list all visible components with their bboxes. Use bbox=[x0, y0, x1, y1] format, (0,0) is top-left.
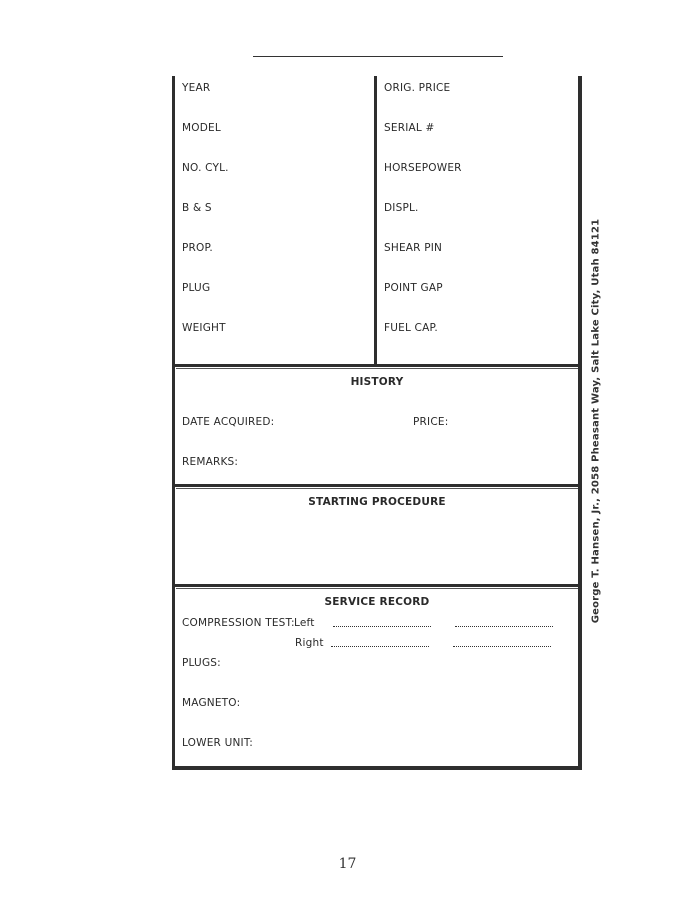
outboard-record-form bbox=[172, 76, 583, 770]
spec-label-point-gap: POINT GAP bbox=[384, 282, 443, 294]
compression-right-label: Right bbox=[295, 637, 324, 649]
compression-right-blank-2 bbox=[453, 646, 551, 647]
spec-label-horsepower: HORSEPOWER bbox=[384, 162, 462, 174]
compression-left-blank-1 bbox=[333, 626, 431, 627]
starting-inner-rule bbox=[176, 488, 578, 489]
spec-label-weight: WEIGHT bbox=[182, 322, 226, 334]
spec-label-prop: PROP. bbox=[182, 242, 213, 254]
spec-label-displacement: DISPL. bbox=[384, 202, 419, 214]
page-number: 17 bbox=[338, 856, 357, 872]
compression-test-label: COMPRESSION TEST: bbox=[182, 617, 295, 629]
spec-label-shear-pin: SHEAR PIN bbox=[384, 242, 443, 254]
spec-label-orig-price: ORIG. PRICE bbox=[384, 82, 451, 94]
spec-label-plug: PLUG bbox=[182, 282, 211, 294]
owner-name-line bbox=[253, 56, 503, 57]
spec-label-fuel-cap: FUEL CAP. bbox=[384, 322, 438, 334]
compression-right-blank-1 bbox=[331, 646, 429, 647]
spec-label-bore-stroke: B & S bbox=[182, 202, 212, 214]
form-bottom-border bbox=[172, 766, 582, 770]
plugs-label: PLUGS: bbox=[182, 657, 221, 669]
compression-left-label: Left bbox=[294, 617, 315, 629]
starting-top-border bbox=[172, 484, 582, 487]
form-right-border bbox=[578, 76, 582, 770]
history-inner-rule bbox=[176, 368, 578, 369]
spec-label-cylinders: NO. CYL. bbox=[182, 162, 229, 174]
form-left-border bbox=[172, 76, 175, 770]
history-top-border bbox=[172, 364, 582, 367]
lower-unit-label: LOWER UNIT: bbox=[182, 737, 254, 749]
service-top-border bbox=[172, 584, 582, 587]
spec-label-year: YEAR bbox=[182, 82, 211, 94]
remarks-label: REMARKS: bbox=[182, 456, 239, 468]
compression-left-blank-2 bbox=[455, 626, 553, 627]
price-label: PRICE: bbox=[413, 416, 449, 428]
history-heading: HISTORY bbox=[350, 376, 404, 388]
service-record-heading: SERVICE RECORD bbox=[324, 596, 430, 608]
magneto-label: MAGNETO: bbox=[182, 697, 241, 709]
spec-column-divider bbox=[374, 76, 377, 364]
starting-procedure-heading: STARTING PROCEDURE bbox=[308, 496, 446, 508]
publisher-credit: George T. Hansen, Jr., 2058 Pheasant Way, Salt Lake City, Utah 84121 bbox=[590, 218, 602, 624]
date-acquired-label: DATE ACQUIRED: bbox=[182, 416, 275, 428]
spec-label-serial: SERIAL # bbox=[384, 122, 435, 134]
spec-label-model: MODEL bbox=[182, 122, 221, 134]
service-inner-rule bbox=[176, 588, 578, 589]
